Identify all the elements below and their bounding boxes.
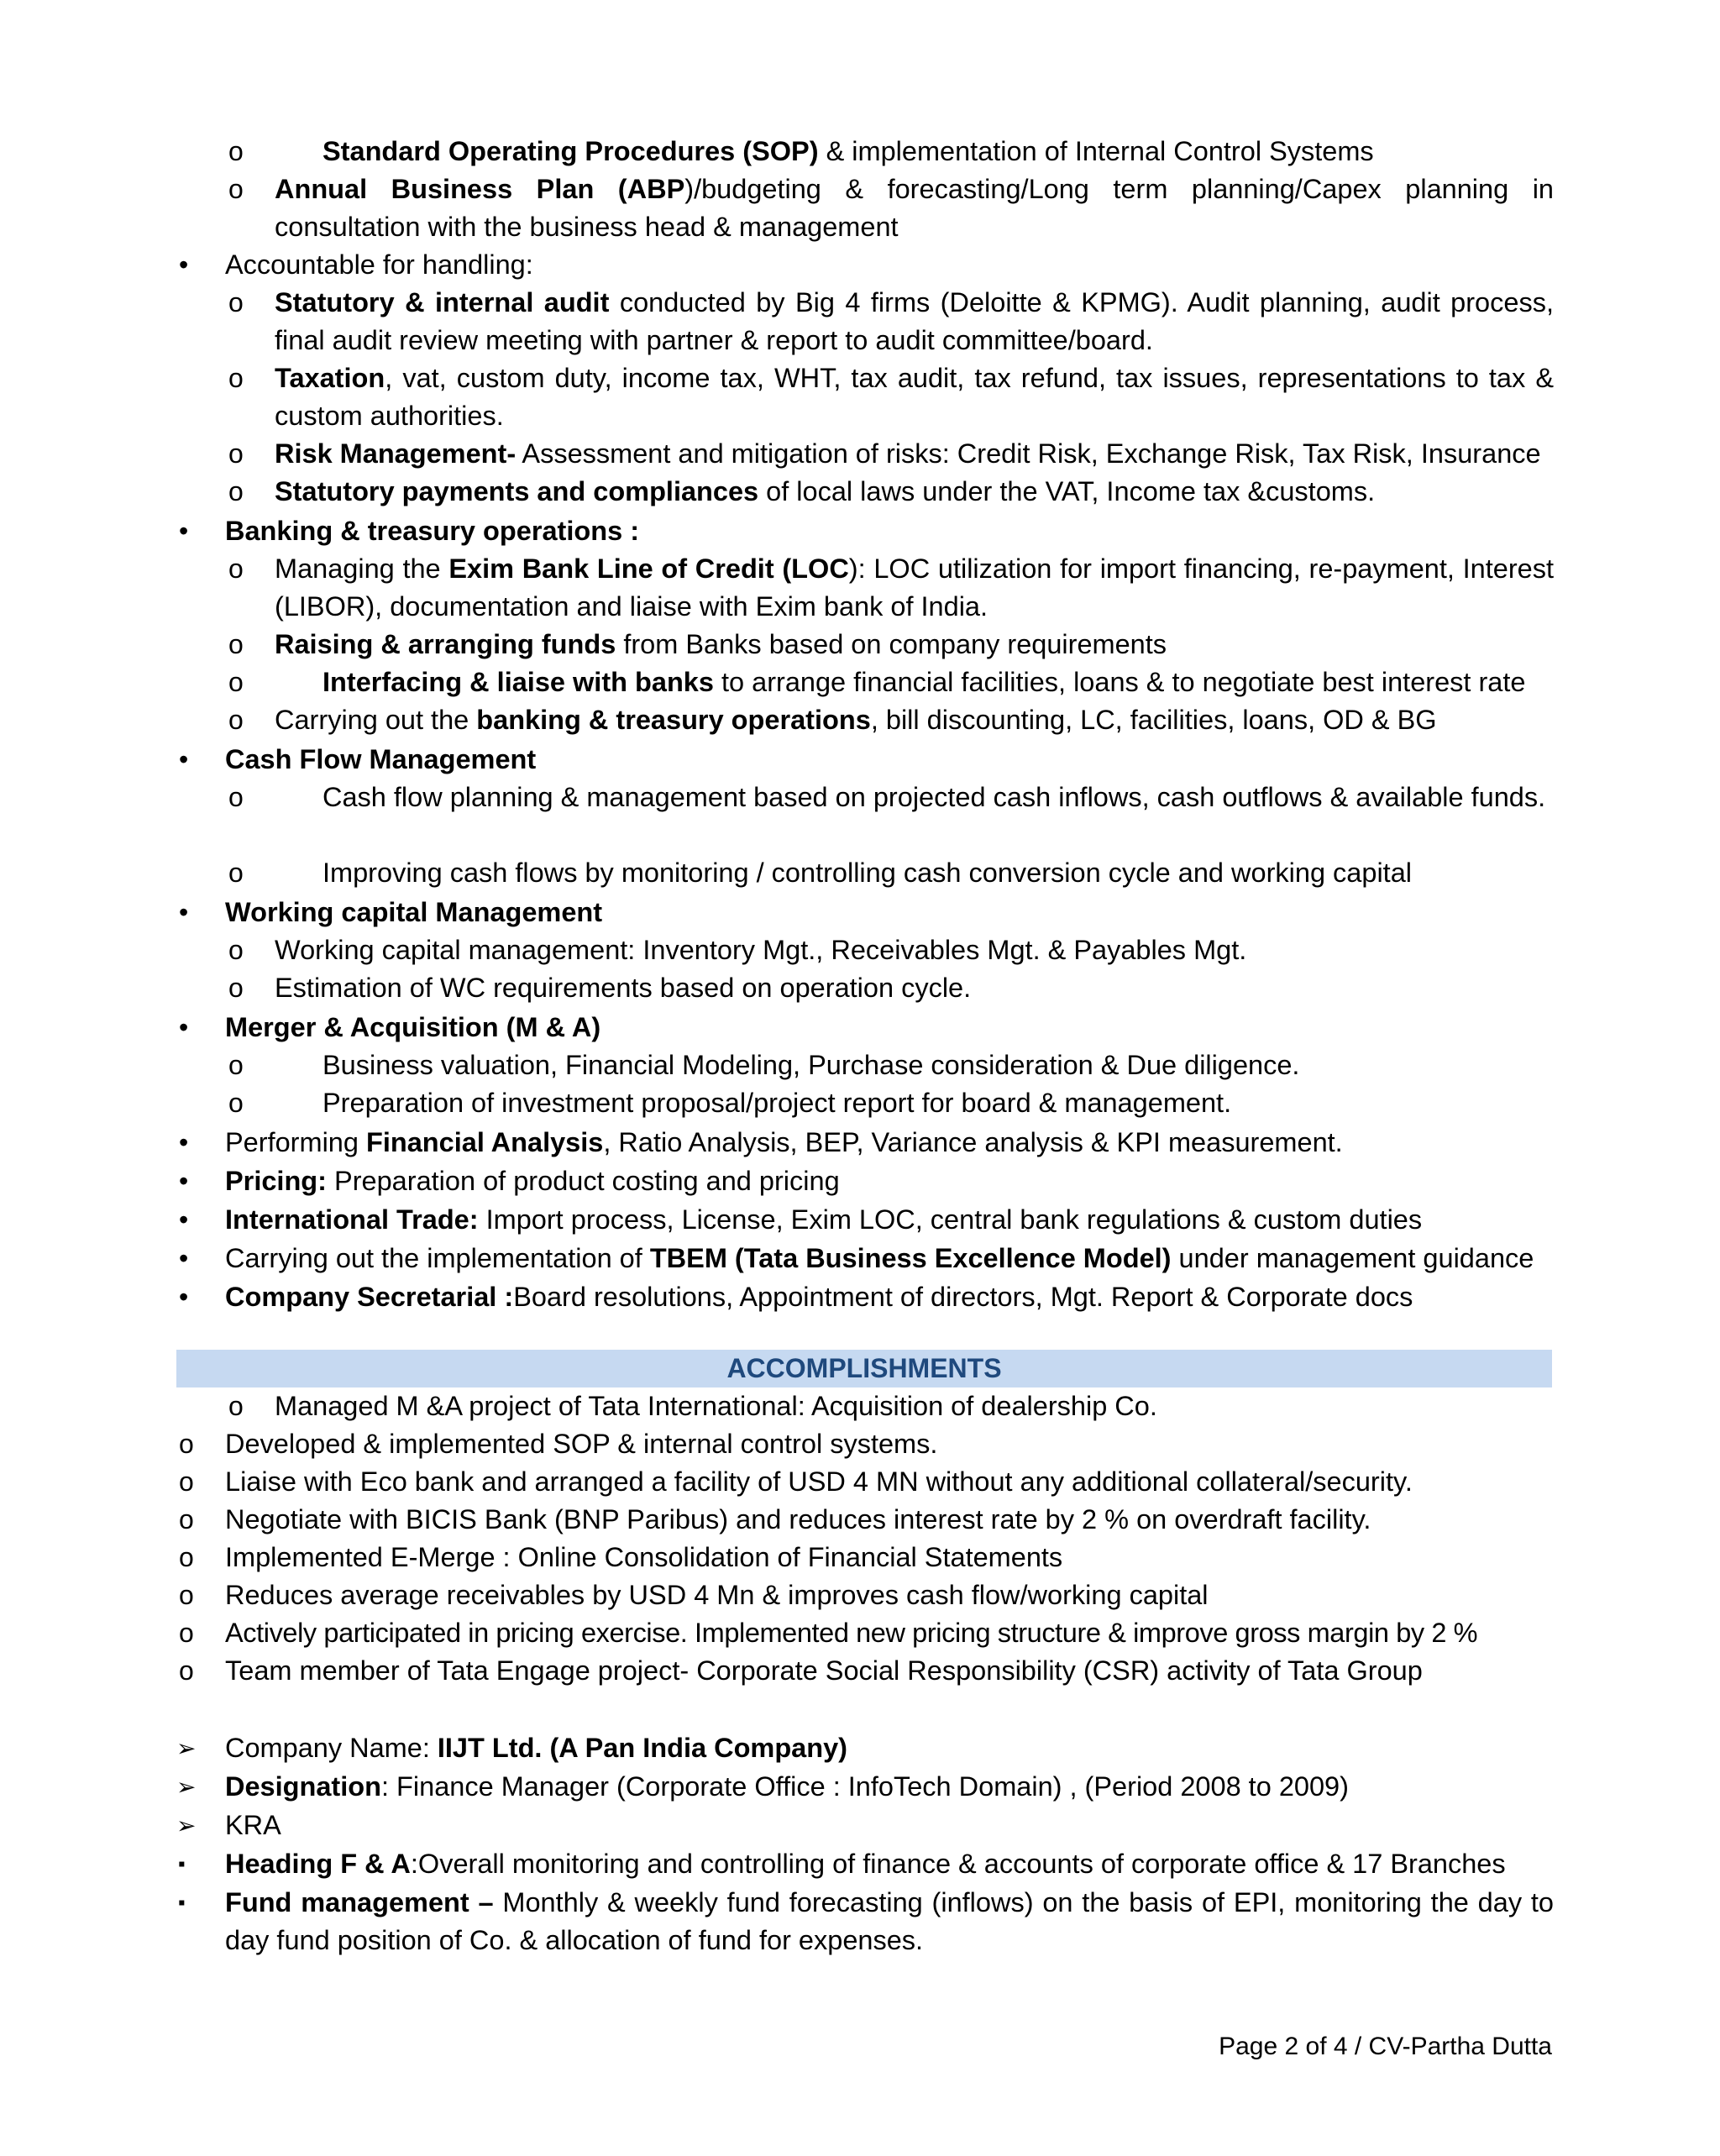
text: Import process, License, Exim LOC, central bank regulations & custom duties [478,1204,1423,1235]
text: )/budgeting & forecasting/Long term planning/Capex planning in consultation with the business head & management [275,174,1554,243]
circle-bullet-icon: o [228,287,244,317]
bullet-icon: • [179,249,189,280]
bold-text: Standard Operating Procedures (SOP) [322,136,819,166]
list-item [168,1084,1554,1124]
list-item [168,1845,1554,1884]
bold-text: Fund management – [225,1887,494,1917]
text: Carrying out the implementation of [225,1243,650,1273]
list-item [168,1463,1554,1501]
list-item-text: Improving cash flows by monitoring / controlling cash conversion cycle and working capital [322,858,1413,888]
bullet-icon: • [179,897,189,927]
circle-bullet-icon: o [228,438,244,469]
list-item-text: Reduces average receivables by USD 4 Mn & improves cash flow/working capital [225,1580,1209,1610]
bullet-icon: • [179,1166,189,1196]
bold-text: Pricing: [225,1166,327,1196]
list-item [168,1768,1554,1807]
list-item [168,779,1554,854]
list-item-text [275,626,1167,664]
circle-bullet-icon: o [228,363,244,393]
bold-text: Company Secretarial : [225,1282,514,1312]
list-item-text: Implemented E-Merge : Online Consolidation of Financial Statements [225,1542,1063,1572]
circle-bullet-icon: o [228,1088,244,1118]
circle-bullet-icon: o [228,1391,244,1421]
text: Company Name: [225,1733,438,1763]
circle-bullet-icon: o [179,1655,194,1686]
list-item-text [225,1162,840,1200]
list-item-text: Estimation of WC requirements based on operation cycle. [275,973,972,1003]
bullet-icon: • [179,1282,189,1312]
bullet-icon: • [179,1012,189,1042]
circle-bullet-icon: o [228,935,244,965]
bold-text: Heading F & A [225,1849,411,1879]
list-item-text: Liaise with Eco bank and arranged a facility of USD 4 MN without any additional collateral/security. [225,1466,1413,1497]
list-item-text: Business valuation, Financial Modeling, Purchase consideration & Due diligence. [322,1050,1300,1080]
text: Carrying out the [275,705,477,735]
circle-bullet-icon: o [228,629,244,659]
bold-text: Statutory & internal audit [275,287,610,317]
list-item [168,133,1554,170]
text: Monthly & weekly fund forecasting (inflows) on the basis of EPI, monitoring the day to day fund position of Co. & allocation of fund for expenses. [225,1887,1554,1956]
list-item-text [275,473,1375,511]
list-item [168,1884,1554,1961]
list-item-text [275,284,1554,359]
circle-bullet-icon: o [228,1050,244,1080]
text: , Ratio Analysis, BEP, Variance analysis & KPI measurement. [603,1127,1343,1157]
bold-text: Risk Management- [275,438,517,469]
accomplishments-list [168,1387,1554,1961]
list-item-text [275,701,1437,739]
text: from Banks based on company requirements [616,629,1167,659]
list-item-text: Cash flow planning & management based on projected cash inflows, cash outflows & available funds. [322,782,1546,812]
list-item [168,1240,1554,1278]
list-item [168,170,1554,246]
bullet-icon: • [179,1243,189,1273]
text: Board resolutions, Appointment of directors, Mgt. Report & Corporate docs [513,1282,1413,1312]
circle-bullet-icon: o [179,1466,194,1497]
list-item [168,1201,1554,1240]
list-item [168,1807,1554,1845]
circle-bullet-icon: o [228,476,244,506]
list-item-text [275,170,1554,246]
text: Performing [225,1127,366,1157]
bold-text: Annual Business Plan (ABP [275,174,685,204]
bold-text: IIJT Ltd. (A Pan India Company) [437,1733,847,1763]
list-item-text [225,1240,1534,1277]
list-item-text: Negotiate with BICIS Bank (BNP Paribus) and reduces interest rate by 2 % on overdraft facility. [225,1504,1371,1534]
list-item [168,359,1554,435]
list-item [168,1009,1554,1047]
list-item-text: Accountable for handling: [225,249,533,280]
list-item-text: Working capital management: Inventory Mgt., Receivables Mgt. & Payables Mgt. [275,935,1247,965]
list-item [168,1729,1554,1768]
section-heading: Merger & Acquisition (M & A) [225,1012,601,1042]
text: Assessment and mitigation of risks: Credit Risk, Exchange Risk, Tax Risk, Insurance [516,438,1541,469]
kra-label: KRA [225,1810,281,1840]
list-item [168,550,1554,626]
list-item-text [225,1124,1343,1162]
text: , bill discounting, LC, facilities, loans, OD & BG [870,705,1437,735]
circle-bullet-icon: o [228,174,244,204]
list-item [168,284,1554,359]
list-item [168,741,1554,779]
text: conducted by Big 4 firms (Deloitte & KPMG). Audit planning, audit process, final audit review meeting with partner & report to audit committee/board. [275,287,1554,356]
bold-text: International Trade: [225,1204,479,1235]
list-item-text [275,435,1541,473]
circle-bullet-icon: o [179,1429,194,1459]
list-item [168,512,1554,550]
arrow-bullet-icon: ➢ [176,1812,197,1839]
text: : Finance Manager (Corporate Office : InfoTech Domain) , (Period 2008 to 2009) [381,1771,1349,1802]
list-item [168,1652,1554,1729]
bold-text: Taxation [275,363,385,393]
designation [225,1768,1349,1806]
section-heading: Cash Flow Management [225,744,537,774]
circle-bullet-icon: o [179,1618,194,1648]
section-heading: Banking & treasury operations : [225,516,640,546]
page-footer: Page 2 of 4 / CV-Partha Dutta [1219,2033,1552,2060]
bold-text: Exim Bank Line of Credit (LOC [448,553,849,584]
company-name [225,1729,847,1767]
list-item [168,1539,1554,1576]
circle-bullet-icon: o [228,553,244,584]
list-item-text: Team member of Tata Engage project- Corporate Social Responsibility (CSR) activity of Tata Group [225,1655,1423,1686]
text: under management guidance [1171,1243,1534,1273]
list-item-text: Developed & implemented SOP & internal control systems. [225,1429,938,1459]
list-item [168,1425,1554,1463]
circle-bullet-icon: o [228,705,244,735]
text: Preparation of product costing and pricing [327,1166,840,1196]
text: & implementation of Internal Control Systems [818,136,1374,166]
list-item [168,1387,1554,1425]
list-item-text [225,1884,1554,1959]
list-item [168,1576,1554,1614]
list-item-text [225,1845,1506,1883]
text: , vat, custom duty, income tax, WHT, tax audit, tax refund, tax issues, representations to tax & custom authorities. [275,363,1554,432]
list-item [168,1047,1554,1084]
square-bullet-icon: ▪ [178,1853,186,1875]
section-heading-text: ACCOMPLISHMENTS [726,1353,1002,1383]
list-item-text: Actively participated in pricing exercise. Implemented new pricing structure & improve gross margin by 2 % [225,1618,1478,1648]
bullet-icon: • [179,516,189,546]
bold-text: Interfacing & liaise with banks [322,667,714,697]
document-body [168,133,1554,1317]
circle-bullet-icon: o [179,1542,194,1572]
arrow-bullet-icon: ➢ [176,1774,197,1800]
bold-text: TBEM (Tata Business Excellence Model) [649,1243,1172,1273]
circle-bullet-icon: o [179,1580,194,1610]
list-item [168,435,1554,473]
circle-bullet-icon: o [228,782,244,812]
list-item [168,894,1554,931]
list-item-text [225,1201,1422,1239]
circle-bullet-icon: o [228,858,244,888]
bold-text: Raising & arranging funds [275,629,616,659]
arrow-bullet-icon: ➢ [176,1735,197,1761]
list-item-text [225,1278,1413,1316]
bold-text: Statutory payments and compliances [275,476,759,506]
list-item [168,664,1554,701]
list-item-text [275,359,1554,435]
text: to arrange financial facilities, loans & to negotiate best interest rate [713,667,1526,697]
list-item [168,854,1554,894]
list-item [168,1614,1554,1652]
bold-text: Financial Analysis [365,1127,604,1157]
text: :Overall monitoring and controlling of finance & accounts of corporate office & 17 Branches [410,1849,1506,1879]
list-item [168,1501,1554,1539]
text: of local laws under the VAT, Income tax &customs. [758,476,1376,506]
list-item-text [322,133,1374,170]
bullet-icon: • [179,1127,189,1157]
list-item [168,473,1554,512]
list-item-text: Managed M &A project of Tata International: Acquisition of dealership Co. [275,1391,1157,1421]
circle-bullet-icon: o [228,136,244,166]
circle-bullet-icon: o [228,973,244,1003]
list-item [168,246,1554,284]
list-item-text [322,664,1525,701]
section-heading: Working capital Management [225,897,603,927]
list-item [168,1124,1554,1162]
square-bullet-icon: ▪ [178,1891,186,1914]
bold-text: banking & treasury operations [476,705,871,735]
text: ): LOC utilization for import financing, re-payment, Interest (LIBOR), documentation and liaise with Exim bank of India. [275,553,1555,622]
bullet-icon: • [179,1204,189,1235]
accomplishments-heading [176,1350,1552,1387]
bullet-icon: • [179,744,189,774]
list-item-text: Preparation of investment proposal/project report for board & management. [322,1088,1232,1118]
list-item [168,626,1554,664]
text: Managing the [275,553,449,584]
list-item [168,969,1554,1009]
list-item [168,701,1554,741]
list-item [168,1278,1554,1317]
list-item-text [275,550,1554,626]
circle-bullet-icon: o [228,667,244,697]
list-item [168,1162,1554,1201]
circle-bullet-icon: o [179,1504,194,1534]
list-item [168,931,1554,969]
bold-text: Designation [225,1771,381,1802]
